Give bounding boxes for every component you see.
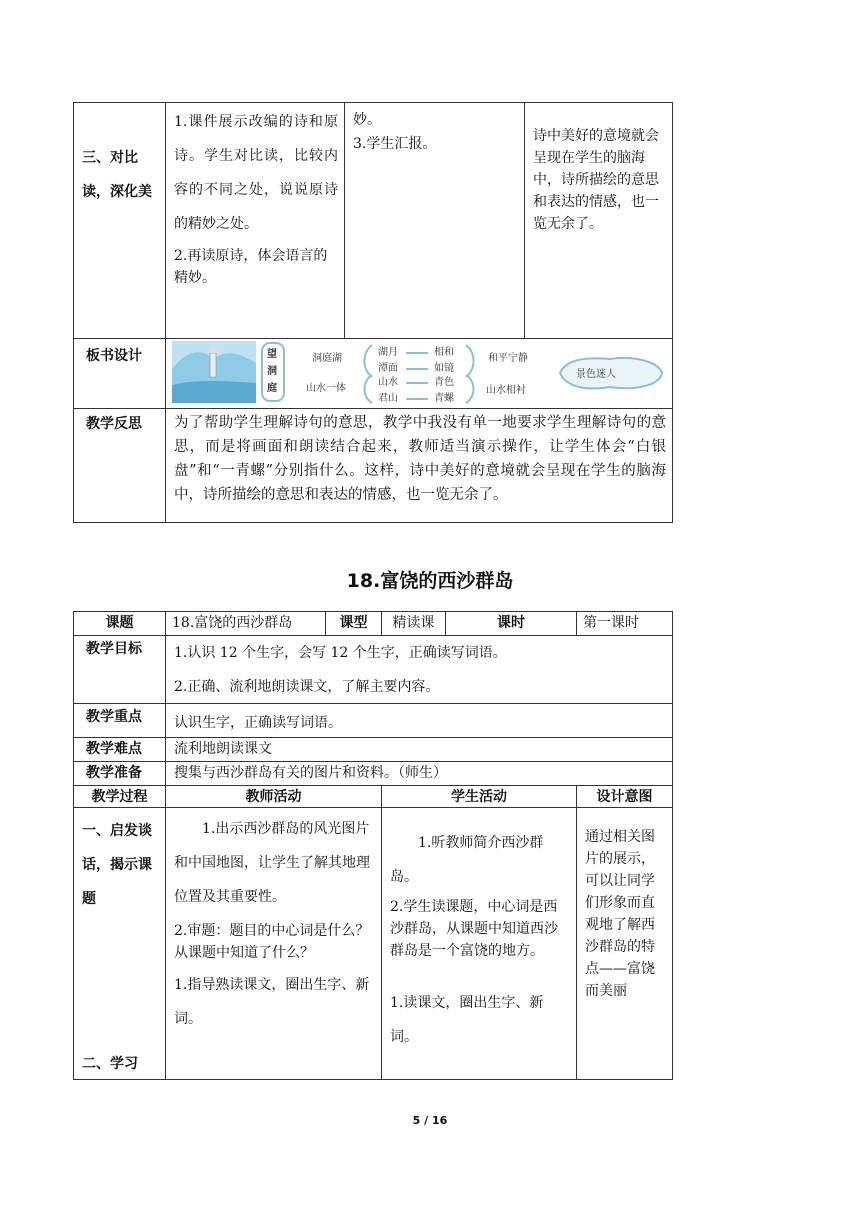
board-label-cell <box>74 339 166 409</box>
col-teacher-header: 教师活动 <box>166 786 382 808</box>
board-row2-a: 山水 <box>378 377 398 388</box>
board-row1-b: 潭面 <box>378 363 398 374</box>
board-design-drawing <box>166 339 670 405</box>
goal-2: 2.正确、流利地朗读课文，了解主要内容。 <box>174 679 440 695</box>
intent1: 通过相关图片的展示，可以让同学们形象而直观地了解西沙群岛的特点——富饶而美丽 <box>585 829 655 999</box>
board-title-char-3: 庭 <box>267 383 277 394</box>
board-design-cell <box>166 339 673 409</box>
process-label: 教学过程 <box>74 786 166 808</box>
board-title-char-2: 洞 <box>267 366 277 377</box>
lesson-plan-table <box>73 611 673 1080</box>
difficulty-label: 教学难点 <box>74 738 166 762</box>
board-row2-c: 青色 <box>434 377 454 388</box>
prep-value: 搜集与西沙群岛有关的图片和资料。（师生） <box>166 762 673 786</box>
board-row2-b: 君山 <box>378 393 398 404</box>
period-value: 第一课时 <box>577 612 673 636</box>
goal-1: 1.认识 12 个生字，会写 12 个生字，正确读写词语。 <box>174 645 507 661</box>
board-title-char-1: 望 <box>267 349 277 360</box>
stage1-cell <box>74 808 166 1080</box>
reflection-label-cell <box>74 409 166 523</box>
s1-p1: 1.听教师简介西沙群岛。 <box>390 835 544 885</box>
board-row2-left: 山水一体 <box>306 383 346 394</box>
stage1-title: 一、启发谈话，揭示课题 <box>82 823 152 907</box>
goal-cell <box>166 636 673 704</box>
type-label: 课型 <box>326 612 382 636</box>
period-label: 课时 <box>446 612 577 636</box>
prep-label: 教学准备 <box>74 762 166 786</box>
s1-p2: 2.学生读课题，中心词是西沙群岛，从课题中知道西沙群岛是一个富饶的地方。 <box>390 899 558 959</box>
board-far-right: 景色迷人 <box>576 369 616 380</box>
board-row1-left: 洞庭湖 <box>312 353 342 364</box>
teacher-activity-2: 2.再读原诗，体会语言的精妙。 <box>174 248 328 286</box>
col-student-header: 学生活动 <box>382 786 577 808</box>
teacher-activity-cell-2 <box>166 808 382 1080</box>
col-intent-header: 设计意图 <box>577 786 673 808</box>
goal-label: 教学目标 <box>74 636 166 704</box>
t1-p1: 1.出示西沙群岛的风光图片和中国地图，让学生了解其地理位置及其重要性。 <box>174 821 370 905</box>
t1-p3: 1.指导熟读课文，圈出生字、新词。 <box>174 977 370 1027</box>
design-intent-cell <box>525 103 673 339</box>
type-value: 精读课 <box>382 612 446 636</box>
board-row2-d: 青螺 <box>434 393 454 404</box>
stage2-title: 二、学习 <box>82 1056 138 1072</box>
student-activity-cell-2 <box>382 808 577 1080</box>
topic-label: 课题 <box>74 612 166 636</box>
board-row1-c: 相和 <box>434 347 454 358</box>
reflection-text: 为了帮助学生理解诗句的意思，教学中我没有单一地要求学生理解诗句的意思，而是将画面和朗读结合起来，教师适当演示操作，让学生体会“白银盘”和“一青螺”分别指什么。这样，诗中美好的意境就会呈现在学生的脑海中，诗所描绘的意思和表达的情感，也一览无余了。 <box>174 415 666 503</box>
board-row1-d: 如镜 <box>434 363 454 374</box>
lake-picture <box>172 341 256 403</box>
student-activity-1: 妙。 <box>353 112 381 128</box>
difficulty-value: 流利地朗读课文 <box>166 738 673 762</box>
stage-title: 三、对比读，深化美 <box>82 150 152 200</box>
reflection-label: 教学反思 <box>86 416 142 432</box>
student-activity-cell <box>345 103 525 339</box>
key-label: 教学重点 <box>74 704 166 738</box>
s1-p3: 1.读课文，圈出生字、新词。 <box>390 995 544 1045</box>
board-row2-right: 山水相衬 <box>486 385 526 396</box>
lesson-table-continued <box>73 102 673 523</box>
design-intent: 诗中美好的意境就会呈现在学生的脑海中，诗所描绘的意思和表达的情感，也一览无余了。 <box>533 128 659 232</box>
key-value: 认识生字，正确读写词语。 <box>166 704 673 738</box>
student-activity-2: 3.学生汇报。 <box>353 136 437 152</box>
teacher-activity-cell <box>166 103 345 339</box>
board-label: 板书设计 <box>86 348 142 364</box>
board-row1-a: 湖月 <box>378 347 398 358</box>
t1-p2: 2.审题：题目的中心词是什么？从课题中知道了什么？ <box>174 923 370 961</box>
lesson-title: 18.富饶的西沙群岛 <box>346 570 514 592</box>
intent-cell-2 <box>577 808 673 1080</box>
stage-cell <box>74 103 166 339</box>
reflection-cell <box>166 409 673 523</box>
page-number: 5 / 16 <box>412 1114 448 1127</box>
board-row1-right: 和平宁静 <box>488 353 528 364</box>
teacher-activity-1: 1.课件展示改编的诗和原诗。学生对比读，比较内容的不同之处，说说原诗的精妙之处。 <box>174 114 338 232</box>
topic-value: 18.富饶的西沙群岛 <box>166 612 326 636</box>
